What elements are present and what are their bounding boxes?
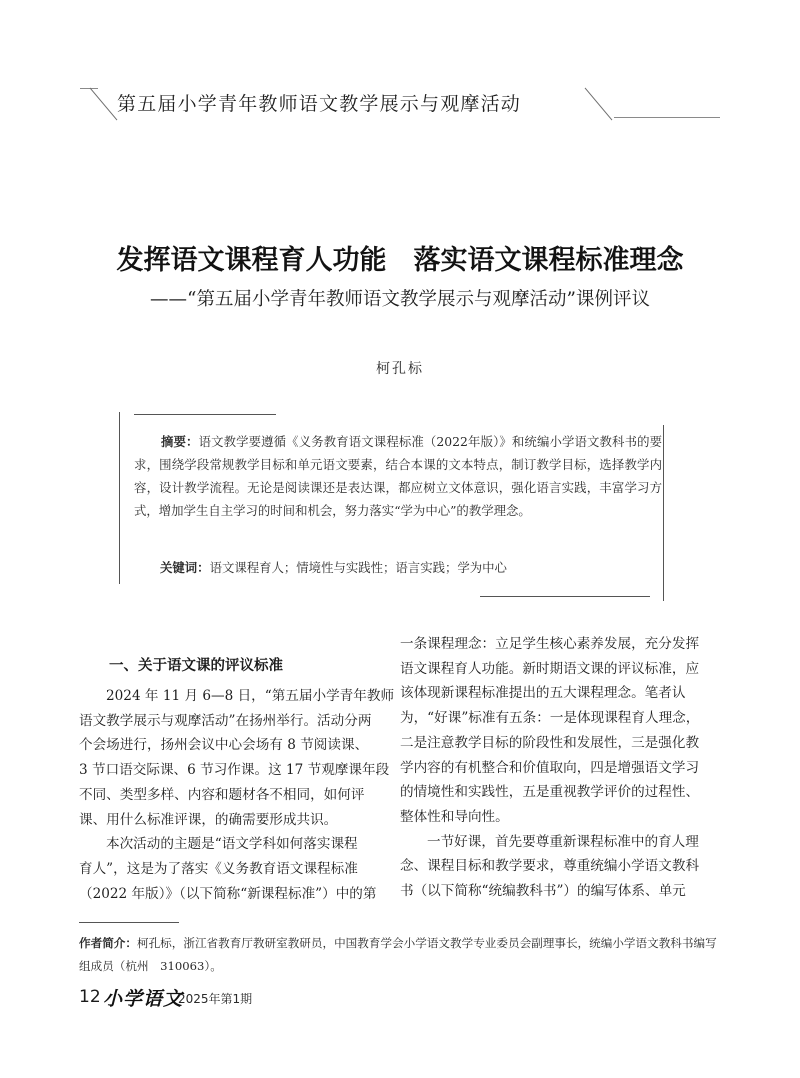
paragraph-line: 整体性和导向性。 <box>400 808 509 825</box>
header-banner-title: 第五届小学青年教师语文教学展示与观摩活动 <box>117 93 522 115</box>
paragraph-line: 二是注意教学目标的阶段性和发展性，三是强化教 <box>400 734 700 751</box>
abstract-text: 语文教学要遵循《义务教育语文课程标准（2022年版）》和统编小学语文教科书的要求，围绕学段常规教学目标和单元语文要素，结合本课的文本特点，制订教学目标，选择教学内容，设计教学流程。无论是阅读课还是表达课，都应树立文体意识，强化语言实践，丰富学习方式，增加学生自主学习的时间和机会，努力落实“学为中心”的教学理念。 <box>134 434 662 518</box>
journal-logo: 小学语文 <box>103 988 184 1010</box>
paragraph-line: 本次活动的主题是“语文学科如何落实课程 <box>106 836 358 853</box>
abstract-top-rule <box>134 414 276 415</box>
paragraph-line: 语文课程育人功能。新时期语文课的评议标准，应 <box>400 660 700 677</box>
issue-label: 2025年第1期 <box>178 992 253 1006</box>
keywords-label: 关键词： <box>160 560 210 575</box>
article-title: 发挥语文课程育人功能 落实语文课程标准理念 <box>116 245 684 276</box>
author-name: 柯孔标 <box>376 361 424 377</box>
body-column-left <box>79 684 395 906</box>
page-number: 12 <box>79 987 101 1007</box>
paragraph-line: 学内容的有机整合和价值取向，四是增强语文学习 <box>400 759 700 776</box>
abstract-left-rule <box>119 412 120 584</box>
section-heading: 一、关于语文课的评议标准 <box>109 658 283 674</box>
keywords <box>160 557 660 579</box>
abstract <box>134 430 662 522</box>
paragraph-line: 3 节口语交际课、6 节习作课。这 17 节观摩课年段 <box>79 762 390 779</box>
body-column-right <box>400 632 710 904</box>
paragraph-line: 书（以下简称“统编教科书”）的编写体系、单元 <box>400 883 686 900</box>
article-subtitle: ——“第五届小学青年教师语文教学展示与观摩活动”课例评议 <box>150 289 650 310</box>
abstract-bottom-rule <box>480 596 650 597</box>
paragraph-line: 一条课程理念：立足学生核心素养发展，充分发挥 <box>400 636 700 652</box>
paragraph-line: 念、课程目标和教学要求，尊重统编小学语文教科 <box>400 858 700 875</box>
paragraph-line: 育人”，这是为了落实《义务教育语文课程标准 <box>79 860 358 877</box>
footnote-label: 作者简介： <box>79 936 137 950</box>
footnote-rule <box>79 922 179 923</box>
footnote-text: 柯孔标，浙江省教育厅教研室教研员，中国教育学会小学语文教学专业委员会副理事长，统编小学语文教科书编写组成员（杭州 310063）。 <box>79 936 717 973</box>
abstract-label: 摘要： <box>161 434 199 449</box>
abstract-right-rule <box>663 425 664 601</box>
paragraph-line: （2022 年版）》（以下简称“新课程标准”）中的第 <box>79 885 377 902</box>
header-slash-left <box>90 88 118 121</box>
paragraph-line: 该体现新课程标准提出的五大课程理念。笔者认 <box>400 685 686 702</box>
paragraph-line: 一节好课，首先要尊重新课程标准中的育人理 <box>427 833 699 850</box>
author-bio-footnote <box>79 932 719 978</box>
header-rule-right <box>614 117 720 118</box>
paragraph-line: 课、用什么标准评课，的确需要形成共识。 <box>79 811 338 828</box>
paragraph-line: 的情境性和实践性，五是重视教学评价的过程性、 <box>400 784 700 801</box>
keywords-text: 语文课程育人；情境性与实践性；语言实践；学为中心 <box>209 560 507 575</box>
paragraph-line: 不同、类型多样、内容和题材各不相同，如何评 <box>79 786 365 803</box>
paragraph-line: 个会场进行，扬州会议中心会场有 8 节阅读课、 <box>79 737 369 754</box>
paragraph-line: 语文教学展示与观摩活动”在扬州举行。活动分两 <box>79 712 372 729</box>
paragraph-line: 为，“好课”标准有五条：一是体现课程育人理念， <box>400 710 700 727</box>
paragraph-line: 2024 年 11 月 6—8 日，“第五届小学青年教师 <box>106 688 395 704</box>
